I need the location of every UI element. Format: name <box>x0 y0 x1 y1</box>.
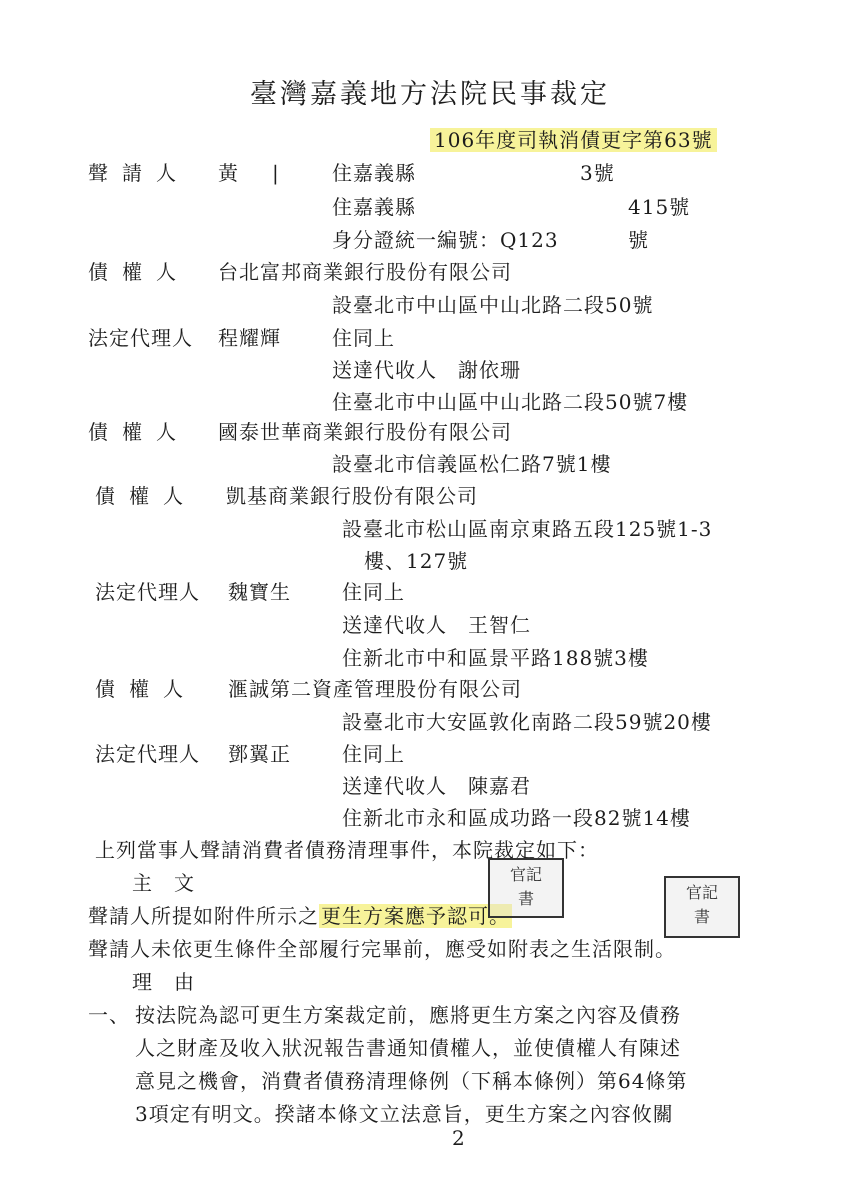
case-number-highlight: 106年度司執消債更字第63號 <box>430 128 717 152</box>
main-ruling-line-2: 聲請人未依更生條件全部履行完畢前，應受如附表之生活限制。 <box>88 937 676 961</box>
creditor-1-name: 台北富邦商業銀行股份有限公司 <box>218 260 512 284</box>
page-number: 2 <box>452 1126 466 1150</box>
applicant-address-2: 住嘉義縣 <box>332 195 416 219</box>
intro-text: 上列當事人聲請消費者債務清理事件，本院裁定如下： <box>95 838 599 862</box>
creditor-1-role: 債權人 <box>88 260 190 284</box>
reason-heading: 理 由 <box>132 970 195 994</box>
main-ruling-highlight: 更生方案應予認可。 <box>321 904 510 928</box>
creditor-1-agent: 送達代收人 謝依珊 <box>332 358 521 382</box>
applicant-id-tail: 號 <box>628 228 649 252</box>
reason-1-line-2: 人之財產及收入狀況報告書通知債權人，並使債權人有陳述 <box>135 1036 681 1060</box>
applicant-name: 黃 <box>218 161 239 185</box>
creditor-2-address: 設臺北市信義區松仁路7號1樓 <box>332 452 612 476</box>
creditor-3-role: 債權人 <box>95 484 197 508</box>
creditor-1-rep-name: 程耀輝 <box>218 326 281 350</box>
creditor-1-rep-role: 法定代理人 <box>88 326 193 350</box>
applicant-mark: | <box>272 161 280 185</box>
creditor-1-rep-address: 住同上 <box>332 326 395 350</box>
creditor-4-agent: 送達代收人 陳嘉君 <box>342 774 531 798</box>
creditor-4-role: 債權人 <box>95 677 197 701</box>
creditor-2-name: 國泰世華商業銀行股份有限公司 <box>218 420 512 444</box>
creditor-4-name: 滙誠第二資產管理股份有限公司 <box>228 677 522 701</box>
court-seal-stamp-2 <box>664 876 740 938</box>
main-ruling-text: 聲請人所提如附件所示之 <box>88 904 319 928</box>
applicant-address-1-tail: 3號 <box>580 161 615 185</box>
stamp-2-top: 官記 <box>685 883 718 902</box>
stamp-1-top: 官記 <box>509 865 542 884</box>
creditor-4-rep-address: 住同上 <box>342 742 405 766</box>
applicant-address-1: 住嘉義縣 <box>332 161 416 185</box>
main-ruling-line-1 <box>88 903 512 929</box>
case-number <box>430 127 717 153</box>
document-title: 臺灣嘉義地方法院民事裁定 <box>250 79 610 110</box>
creditor-4-agent-address: 住新北市永和區成功路一段82號14樓 <box>342 806 691 830</box>
applicant-id: 身分證統一編號：Q123 <box>332 228 559 252</box>
reason-1-line-3: 意見之機會，消費者債務清理條例（下稱本條例）第64條第 <box>135 1069 688 1093</box>
applicant-address-2-tail: 415號 <box>628 195 691 219</box>
applicant-role: 聲請人 <box>88 161 190 185</box>
creditor-4-rep-name: 鄧翼正 <box>228 742 291 766</box>
creditor-4-address: 設臺北市大安區敦化南路二段59號20樓 <box>342 710 712 734</box>
creditor-1-agent-address: 住臺北市中山區中山北路二段50號7樓 <box>332 390 689 414</box>
creditor-3-rep-address: 住同上 <box>342 580 405 604</box>
creditor-3-agent: 送達代收人 王智仁 <box>342 613 531 637</box>
creditor-1-address: 設臺北市中山區中山北路二段50號 <box>332 293 654 317</box>
reason-1-line-4: 3項定有明文。揆諸本條文立法意旨，更生方案之內容攸關 <box>135 1102 674 1126</box>
reason-1-number: 一、 <box>88 1003 130 1027</box>
creditor-3-address-1: 設臺北市松山區南京東路五段125號1-3 <box>342 517 713 541</box>
creditor-3-rep-name: 魏寶生 <box>228 580 291 604</box>
court-seal-stamp-1 <box>488 858 564 918</box>
main-heading: 主 文 <box>132 871 195 895</box>
stamp-1-bottom: 書 <box>517 889 534 908</box>
creditor-2-role: 債權人 <box>88 420 190 444</box>
creditor-3-rep-role: 法定代理人 <box>95 580 200 604</box>
stamp-2-bottom: 書 <box>693 907 710 926</box>
creditor-3-address-2: 樓、127號 <box>364 549 469 573</box>
creditor-3-name: 凱基商業銀行股份有限公司 <box>226 484 478 508</box>
reason-1-line-1: 按法院為認可更生方案裁定前，應將更生方案之內容及債務 <box>135 1003 681 1027</box>
creditor-4-rep-role: 法定代理人 <box>95 742 200 766</box>
creditor-3-agent-address: 住新北市中和區景平路188號3樓 <box>342 646 649 670</box>
